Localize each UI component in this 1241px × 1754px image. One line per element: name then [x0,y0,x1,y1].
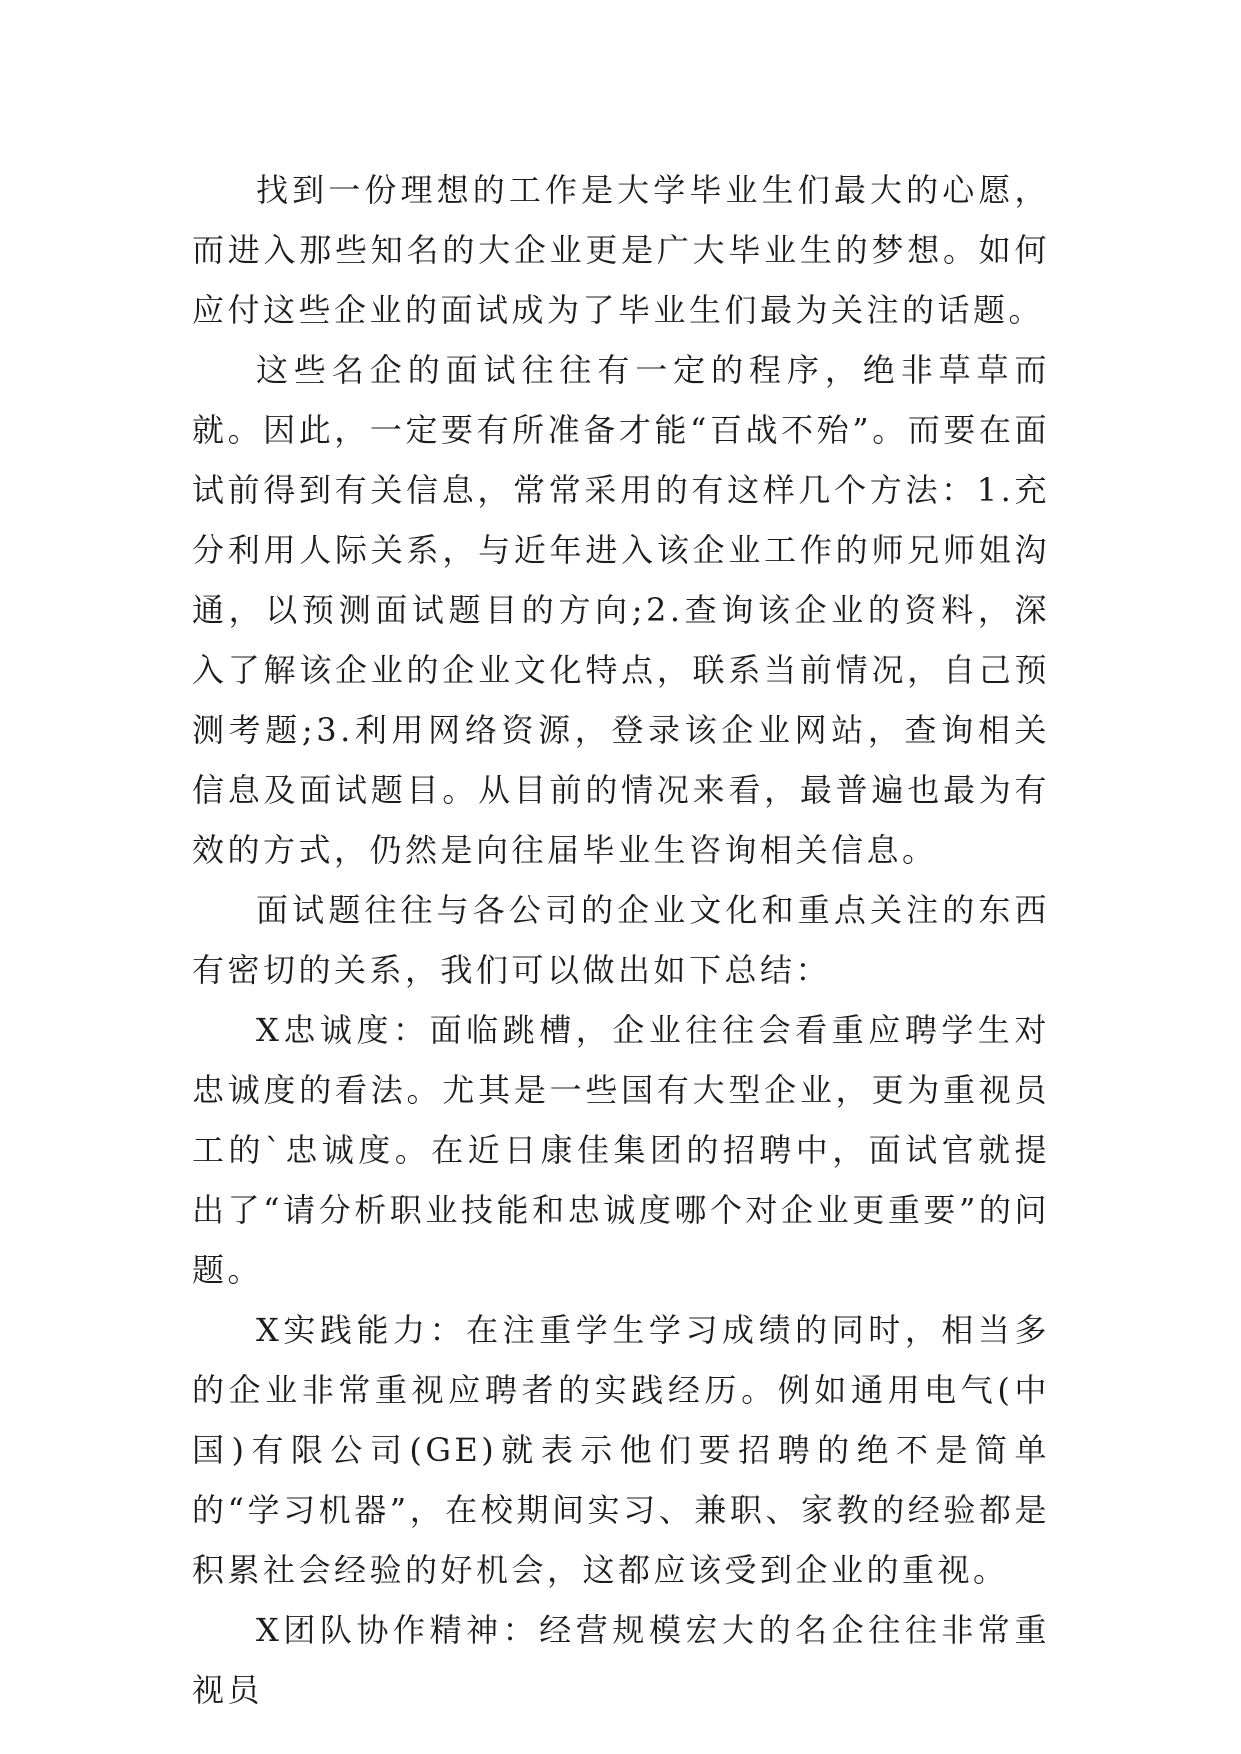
paragraph-summary-intro: 面试题往往与各公司的企业文化和重点关注的东西有密切的关系，我们可以做出如下总结： [192,891,1050,989]
paragraph-interview-procedure: 这些名企的面试往往有一定的程序，绝非草草而就。因此，一定要有所准备才能“百战不殆”。而要在面试前得到有关信息，常常采用的有这样几个方法：1.充分利用人际关系，与近年进入该企业工作的师兄师姐沟通，以预测面试题目的方向;2.查询该企业的资料，深入了解该企业的企业文化特点，联系当前情况，自己预测考题;3.利用网络资源，登录该企业网站，查询相关信息及面试题目。从目前的情况来看，最普遍也最为有效的方式，仍然是向往届毕业生咨询相关信息。 [192,351,1050,869]
body-text [192,160,1050,1720]
paragraph-practical-ability: X实践能力：在注重学生学习成绩的同时，相当多的企业非常重视应聘者的实践经历。例如通用电气(中国)有限公司(GE)就表示他们要招聘的绝不是简单的“学习机器”，在校期间实习、兼职、家教的经验都是积累社会经验的好机会，这都应该受到企业的重视。 [192,1311,1050,1589]
paragraph-teamwork: X团队协作精神：经营规模宏大的名企往往非常重视员 [192,1611,1050,1709]
paragraph-loyalty: X忠诚度：面临跳槽，企业往往会看重应聘学生对忠诚度的看法。尤其是一些国有大型企业，更为重视员工的`忠诚度。在近日康佳集团的招聘中，面试官就提出了“请分析职业技能和忠诚度哪个对企业更重要”的问题。 [192,1011,1050,1289]
paragraph-intro: 找到一份理想的工作是大学毕业生们最大的心愿，而进入那些知名的大企业更是广大毕业生的梦想。如何应付这些企业的面试成为了毕业生们最为关注的话题。 [192,171,1050,329]
